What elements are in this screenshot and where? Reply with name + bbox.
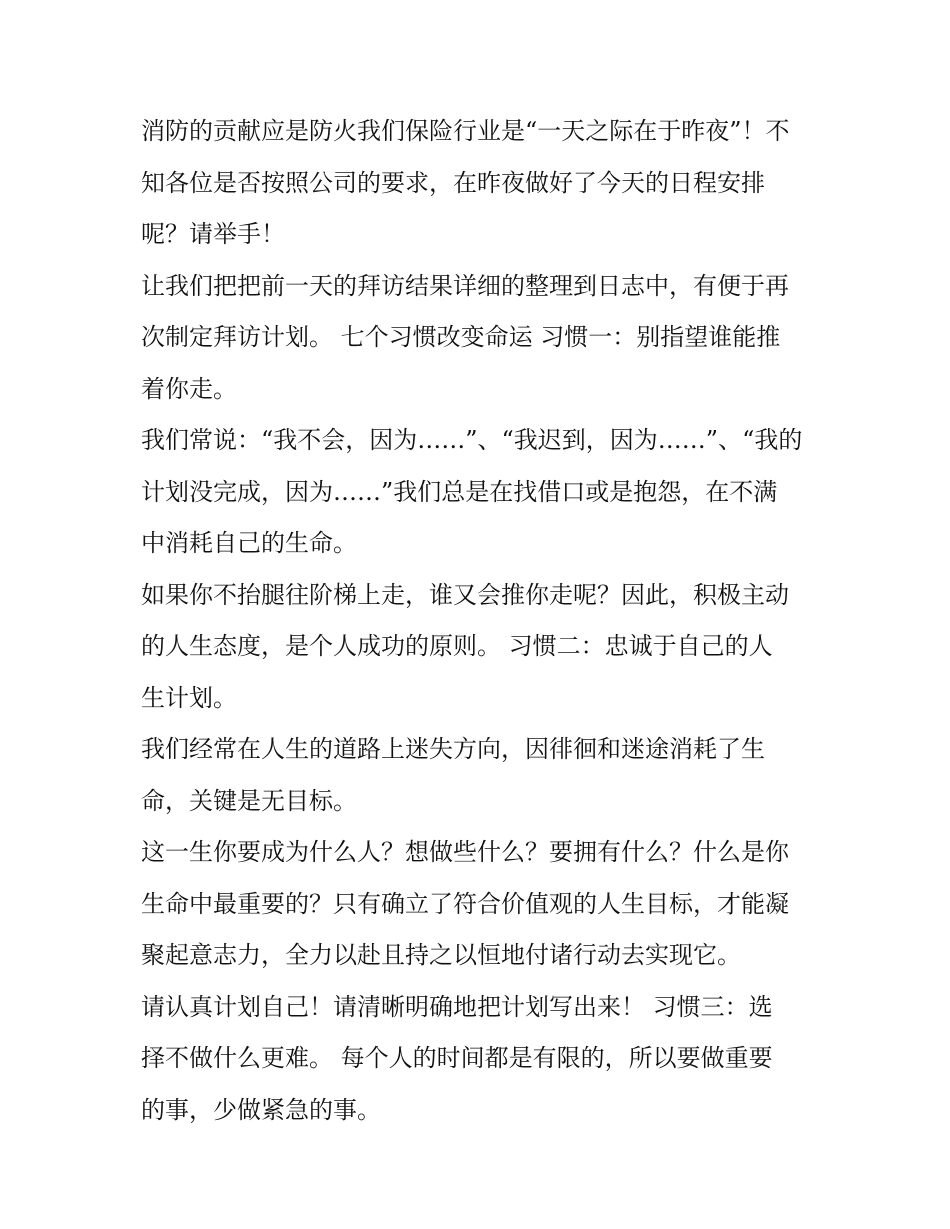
text-line-5: 次制定拜访计划。 七个习惯改变命运 习惯一：别指望谁能推 <box>141 323 781 351</box>
text-line-3: 呢？请举手！ <box>141 220 285 248</box>
text-line-8: 计划没完成，因为……”我们总是在找借口或是抱怨，在不满 <box>141 477 778 506</box>
text-line-12: 生计划。 <box>141 683 237 712</box>
text-line-2: 知各位是否按照公司的要求，在昨夜做好了今天的日程安排 <box>141 168 765 197</box>
text-line-17: 聚起意志力，全力以赴且持之以恒地付诸行动去实现它。 <box>141 941 741 969</box>
text-line-18: 请认真计划自己！请清晰明确地把计划写出来！ 习惯三：选 <box>141 992 773 1021</box>
text-line-1: 消防的贡献应是防火我们保险行业是“一天之际在于昨夜”！不 <box>141 117 790 145</box>
text-line-6: 着你走。 <box>141 374 237 403</box>
text-line-14: 命，关键是无目标。 <box>141 786 357 815</box>
text-line-9: 中消耗自己的生命。 <box>141 529 357 557</box>
text-line-20: 的事，少做紧急的事。 <box>141 1095 381 1124</box>
text-line-19: 择不做什么更难。 每个人的时间都是有限的，所以要做重要 <box>141 1044 773 1072</box>
text-line-16: 生命中最重要的？只有确立了符合价值观的人生目标，才能凝 <box>141 889 789 918</box>
text-line-13: 我们经常在人生的道路上迷失方向，因徘徊和迷途消耗了生 <box>141 735 765 763</box>
text-line-11: 的人生态度，是个人成功的原则。 习惯二：忠诚于自己的人 <box>141 632 773 660</box>
body-text <box>141 106 831 1136</box>
text-line-10: 如果你不抬腿往阶梯上走，谁又会推你走呢？因此，积极主动 <box>141 580 789 609</box>
text-line-15: 这一生你要成为什么人？想做些什么？要拥有什么？什么是你 <box>141 838 789 866</box>
text-line-7: 我们常说：“我不会，因为……”、“我迟到，因为……”、“我的 <box>141 426 803 454</box>
text-line-4: 让我们把把前一天的拜访结果详细的整理到日志中，有便于再 <box>141 271 789 300</box>
